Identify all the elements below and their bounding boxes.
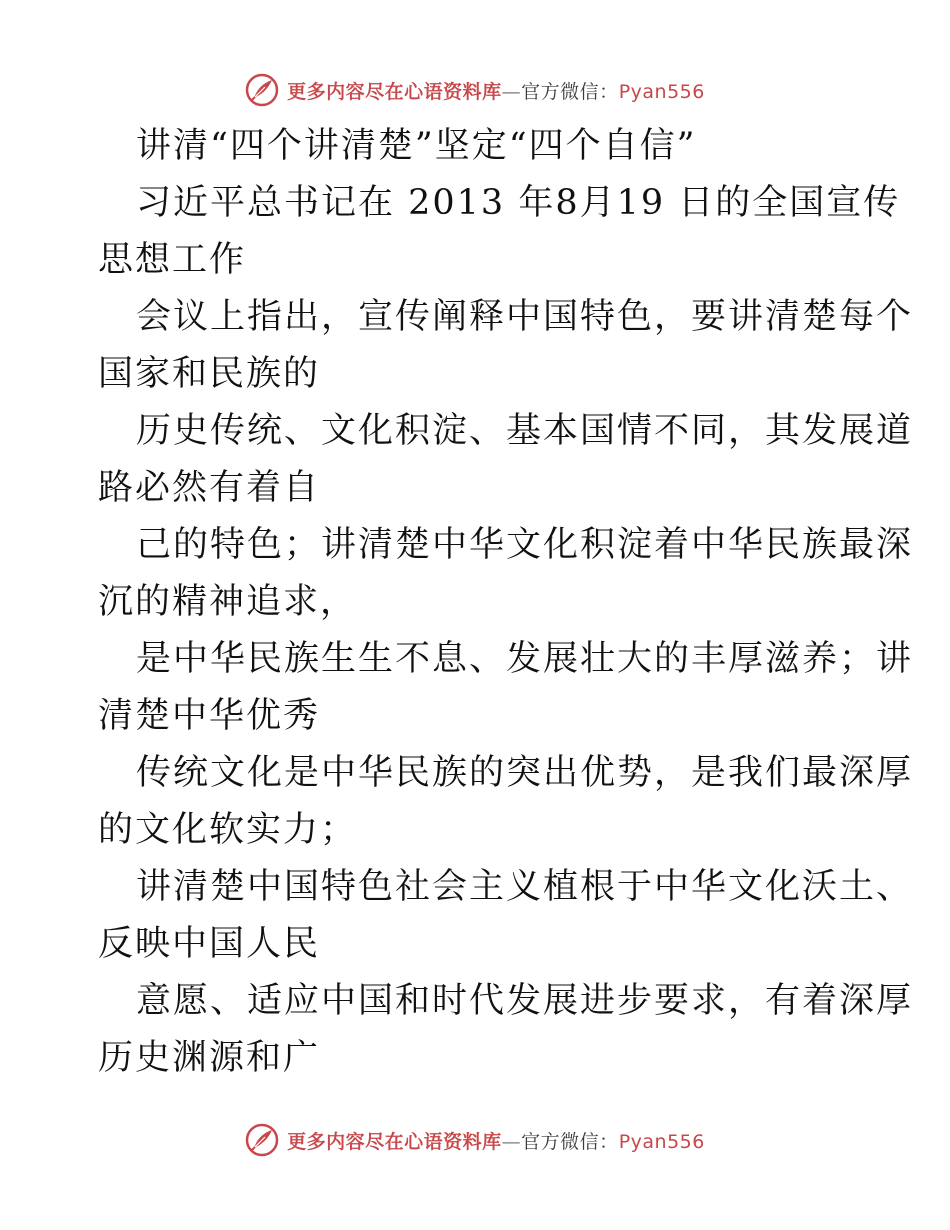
paragraph-line: 意愿、适应中国和时代发展进步要求，有着深厚 <box>136 981 914 1021</box>
paragraph-line: 历史传统、文化积淀、基本国情不同，其发展道 <box>136 411 914 451</box>
paragraph-line: 国家和民族的 <box>98 354 321 394</box>
banner-suffix-text: 官方微信： <box>521 1130 619 1153</box>
paragraph-line: 会议上指出，宣传阐释中国特色，要讲清楚每个 <box>136 297 914 337</box>
banner-handle: Pyan556 <box>618 1130 705 1153</box>
banner-main-text: 更多内容尽在心语资料库 <box>287 80 502 103</box>
banner-text <box>287 77 705 104</box>
banner-main-text: 更多内容尽在心语资料库 <box>287 1130 502 1153</box>
paragraph-line: 传统文化是中华民族的突出优势，是我们最深厚 <box>136 753 914 793</box>
banner-handle: Pyan556 <box>618 80 705 103</box>
feather-pen-logo-icon <box>245 1123 279 1157</box>
paragraph-line: 的文化软实力； <box>98 810 358 850</box>
paragraph-line: 沉的精神追求， <box>98 582 358 622</box>
paragraph-line: 路必然有着自 <box>98 468 321 508</box>
paragraph-line: 习近平总书记在 2013 年8月19 日的全国宣传 <box>136 183 901 223</box>
banner-separator: — <box>501 1130 522 1153</box>
paragraph-line: 是中华民族生生不息、发展壮大的丰厚滋养；讲 <box>136 639 914 679</box>
document-title: 讲清“四个讲清楚”坚定“四个自信” <box>136 126 697 166</box>
banner-suffix-text: 官方微信： <box>521 80 619 103</box>
paragraph-line: 讲清楚中国特色社会主义植根于中华文化沃土、 <box>136 867 914 907</box>
footer-banner <box>0 1120 950 1160</box>
paragraph-line: 反映中国人民 <box>98 924 321 964</box>
banner-text <box>287 1127 705 1154</box>
banner-separator: — <box>501 80 522 103</box>
feather-pen-logo-icon <box>245 73 279 107</box>
paragraph-line: 清楚中华优秀 <box>98 696 321 736</box>
document-body <box>98 118 914 1087</box>
header-banner <box>0 70 950 110</box>
paragraph-line: 历史渊源和广 <box>98 1038 321 1078</box>
paragraph-line: 己的特色；讲清楚中华文化积淀着中华民族最深 <box>136 525 914 565</box>
paragraph-line: 思想工作 <box>98 240 247 280</box>
